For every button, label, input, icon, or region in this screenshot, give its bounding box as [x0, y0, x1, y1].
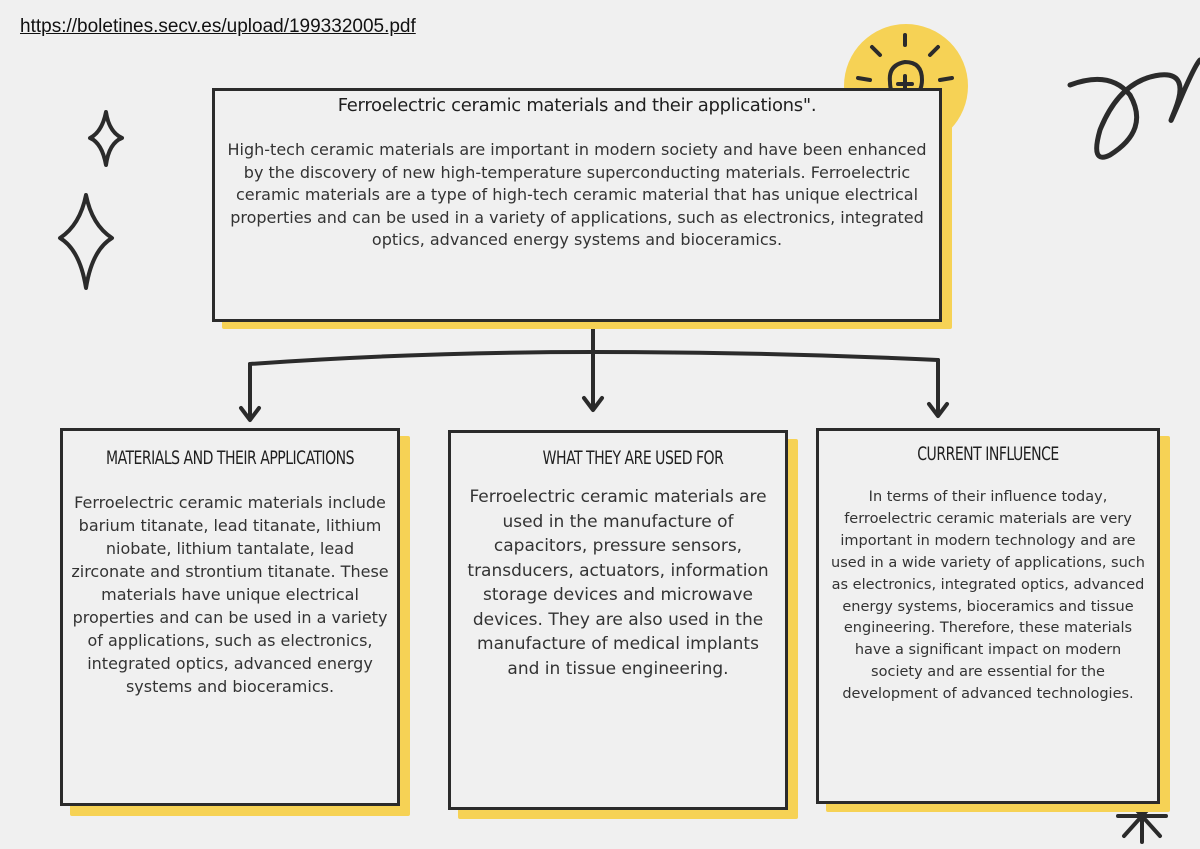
- main-body: High-tech ceramic materials are important in modern society and have been enhanced by the discovery of new high-temperature superconducting materials. Ferroelectric ceramic materials are a type of high-tech ceramic material that has unique electrical properties and can be used in a variety of applications, such as electronics, integrated optics, advanced energy systems and bioceramics.: [227, 140, 927, 249]
- column-box-materials: [60, 428, 400, 806]
- sparkle-icon: [60, 195, 112, 288]
- main-title: Ferroelectric ceramic materials and their applications".: [337, 95, 817, 116]
- column-body: Ferroelectric ceramic materials include barium titanate, lead titanate, lithium niobate, lithium tantalate, lead zirconate and strontium titanate. These materials have unique electrical properties and can be used in a variety of applications, such as electronics, integrated optics, advanced energy systems and bioceramics.: [71, 493, 389, 696]
- column-box-uses: [448, 430, 788, 810]
- column-title: MATERIALS AND THEIR APPLICATIONS: [105, 447, 355, 469]
- column-body: In terms of their influence today, ferroelectric ceramic materials are very important in modern technology and are used in a wide variety of applications, such as electronics, integrated optics, advanced energy systems, bioceramics and tissue engineering. Therefore, these materials have a significant impact on modern society and are essential for the development of advanced technologies.: [831, 489, 1145, 703]
- scribble-icon: [1070, 60, 1200, 157]
- connector-lines: [250, 326, 938, 418]
- column-title: CURRENT INFLUENCE: [917, 443, 1059, 465]
- source-link[interactable]: https://boletines.secv.es/upload/199332005.pdf: [20, 16, 416, 37]
- column-box-influence: [816, 428, 1160, 804]
- sparkle-icon: [90, 112, 122, 165]
- column-title: WHAT THEY ARE USED FOR: [542, 447, 724, 469]
- column-body: Ferroelectric ceramic materials are used in the manufacture of capacitors, pressure sensors, transducers, actuators, information storage devices and microwave devices. They are also used in the manufacture of medical implants and in tissue engineering.: [467, 487, 769, 679]
- main-box: [212, 88, 942, 322]
